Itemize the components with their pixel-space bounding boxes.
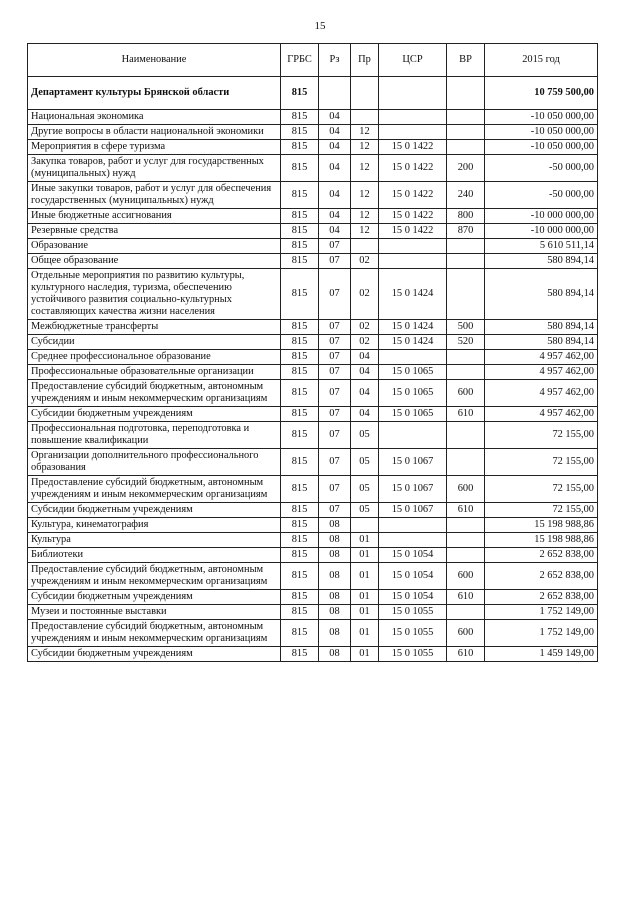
cell-amount: 4 957 462,00	[485, 350, 598, 365]
cell-rz: 07	[319, 503, 351, 518]
cell-amount: 2 652 838,00	[485, 548, 598, 563]
cell-csr: 15 0 1055	[379, 647, 447, 662]
table-row	[28, 269, 598, 320]
cell-grbs: 815	[281, 239, 319, 254]
header-vr: ВР	[447, 44, 485, 77]
cell-name: Предоставление субсидий бюджетным, автономным учреждениям и иным некоммерческим организациям	[28, 620, 281, 647]
cell-grbs: 815	[281, 605, 319, 620]
cell-pr	[351, 518, 379, 533]
cell-rz: 08	[319, 533, 351, 548]
cell-amount: 5 610 511,14	[485, 239, 598, 254]
cell-csr: 15 0 1424	[379, 320, 447, 335]
cell-name: Субсидии бюджетным учреждениям	[28, 407, 281, 422]
cell-name: Культура, кинематография	[28, 518, 281, 533]
cell-amount: 72 155,00	[485, 503, 598, 518]
cell-vr: 610	[447, 407, 485, 422]
cell-csr	[379, 110, 447, 125]
cell-csr: 15 0 1422	[379, 224, 447, 239]
table-row	[28, 110, 598, 125]
table-body	[28, 77, 598, 662]
cell-vr	[447, 422, 485, 449]
cell-grbs: 815	[281, 110, 319, 125]
table-row	[28, 590, 598, 605]
cell-csr: 15 0 1054	[379, 563, 447, 590]
cell-csr: 15 0 1424	[379, 269, 447, 320]
cell-pr	[351, 239, 379, 254]
cell-csr: 15 0 1422	[379, 140, 447, 155]
cell-csr: 15 0 1054	[379, 548, 447, 563]
cell-name: Иные бюджетные ассигнования	[28, 209, 281, 224]
budget-table	[27, 43, 598, 662]
cell-amount: -10 050 000,00	[485, 110, 598, 125]
table-row	[28, 518, 598, 533]
cell-rz: 04	[319, 110, 351, 125]
table-row	[28, 533, 598, 548]
cell-pr: 01	[351, 548, 379, 563]
cell-name: Закупка товаров, работ и услуг для государственных (муниципальных) нужд	[28, 155, 281, 182]
cell-vr	[447, 269, 485, 320]
header-rz: Рз	[319, 44, 351, 77]
cell-amount: -10 000 000,00	[485, 224, 598, 239]
cell-amount: 580 894,14	[485, 269, 598, 320]
cell-grbs: 815	[281, 155, 319, 182]
table-row	[28, 620, 598, 647]
cell-name: Национальная экономика	[28, 110, 281, 125]
header-grbs: ГРБС	[281, 44, 319, 77]
cell-pr: 05	[351, 476, 379, 503]
cell-pr: 05	[351, 422, 379, 449]
cell-vr: 800	[447, 209, 485, 224]
cell-name: Департамент культуры Брянской области	[28, 77, 281, 110]
cell-vr: 610	[447, 647, 485, 662]
cell-grbs: 815	[281, 254, 319, 269]
cell-vr	[447, 140, 485, 155]
cell-amount: -10 050 000,00	[485, 125, 598, 140]
cell-csr: 15 0 1054	[379, 590, 447, 605]
cell-grbs: 815	[281, 125, 319, 140]
cell-rz: 07	[319, 350, 351, 365]
cell-vr: 520	[447, 335, 485, 350]
cell-csr: 15 0 1055	[379, 605, 447, 620]
cell-vr	[447, 254, 485, 269]
cell-pr: 05	[351, 503, 379, 518]
cell-amount: 2 652 838,00	[485, 563, 598, 590]
cell-vr	[447, 365, 485, 380]
cell-vr	[447, 605, 485, 620]
table-header-row	[28, 44, 598, 77]
cell-vr	[447, 518, 485, 533]
table-row	[28, 182, 598, 209]
cell-vr	[447, 125, 485, 140]
cell-grbs: 815	[281, 647, 319, 662]
cell-grbs: 815	[281, 335, 319, 350]
table-row	[28, 476, 598, 503]
cell-grbs: 815	[281, 620, 319, 647]
table-row	[28, 125, 598, 140]
cell-rz: 08	[319, 548, 351, 563]
cell-pr: 01	[351, 563, 379, 590]
cell-amount: -50 000,00	[485, 155, 598, 182]
cell-grbs: 815	[281, 533, 319, 548]
cell-rz: 08	[319, 647, 351, 662]
cell-csr	[379, 254, 447, 269]
cell-name: Резервные средства	[28, 224, 281, 239]
cell-grbs: 815	[281, 320, 319, 335]
cell-grbs: 815	[281, 224, 319, 239]
cell-rz: 04	[319, 182, 351, 209]
cell-name: Субсидии бюджетным учреждениям	[28, 647, 281, 662]
cell-pr: 02	[351, 320, 379, 335]
cell-name: Музеи и постоянные выставки	[28, 605, 281, 620]
table-row	[28, 365, 598, 380]
cell-name: Культура	[28, 533, 281, 548]
cell-csr: 15 0 1055	[379, 620, 447, 647]
cell-vr	[447, 239, 485, 254]
cell-csr: 15 0 1067	[379, 476, 447, 503]
cell-rz: 07	[319, 335, 351, 350]
cell-amount: 72 155,00	[485, 422, 598, 449]
cell-name: Мероприятия в сфере туризма	[28, 140, 281, 155]
cell-csr: 15 0 1065	[379, 365, 447, 380]
cell-name: Межбюджетные трансферты	[28, 320, 281, 335]
cell-rz: 04	[319, 155, 351, 182]
table-row	[28, 407, 598, 422]
cell-rz: 07	[319, 449, 351, 476]
table-row	[28, 563, 598, 590]
cell-name: Предоставление субсидий бюджетным, автономным учреждениям и иным некоммерческим организациям	[28, 380, 281, 407]
cell-grbs: 815	[281, 518, 319, 533]
cell-amount: 2 652 838,00	[485, 590, 598, 605]
cell-vr: 600	[447, 476, 485, 503]
cell-rz: 04	[319, 224, 351, 239]
cell-vr	[447, 77, 485, 110]
cell-vr	[447, 548, 485, 563]
cell-rz: 08	[319, 518, 351, 533]
cell-csr: 15 0 1065	[379, 380, 447, 407]
header-amount: 2015 год	[485, 44, 598, 77]
cell-grbs: 815	[281, 422, 319, 449]
table-row	[28, 254, 598, 269]
cell-amount: 72 155,00	[485, 476, 598, 503]
cell-pr: 04	[351, 407, 379, 422]
cell-name: Профессиональные образовательные организации	[28, 365, 281, 380]
cell-rz: 07	[319, 269, 351, 320]
cell-grbs: 815	[281, 380, 319, 407]
cell-pr: 04	[351, 380, 379, 407]
cell-pr: 01	[351, 620, 379, 647]
cell-grbs: 815	[281, 209, 319, 224]
cell-vr: 600	[447, 563, 485, 590]
table-row	[28, 140, 598, 155]
cell-vr	[447, 350, 485, 365]
cell-rz: 07	[319, 380, 351, 407]
cell-grbs: 815	[281, 269, 319, 320]
cell-pr: 12	[351, 140, 379, 155]
cell-grbs: 815	[281, 365, 319, 380]
cell-pr	[351, 110, 379, 125]
table-row	[28, 350, 598, 365]
cell-csr: 15 0 1065	[379, 407, 447, 422]
cell-amount: -50 000,00	[485, 182, 598, 209]
table-row	[28, 548, 598, 563]
cell-rz: 08	[319, 620, 351, 647]
cell-pr: 02	[351, 335, 379, 350]
cell-csr	[379, 239, 447, 254]
cell-name: Субсидии бюджетным учреждениям	[28, 503, 281, 518]
cell-pr: 04	[351, 350, 379, 365]
cell-name: Профессиональная подготовка, переподготовка и повышение квалификации	[28, 422, 281, 449]
cell-rz: 04	[319, 209, 351, 224]
cell-pr: 12	[351, 224, 379, 239]
cell-amount: 4 957 462,00	[485, 365, 598, 380]
cell-name: Отдельные мероприятия по развитию культуры, культурного наследия, туризма, обеспечению устойчивого развития социально-культурных составляющих качества жизни населения	[28, 269, 281, 320]
cell-vr	[447, 110, 485, 125]
cell-grbs: 815	[281, 140, 319, 155]
table-row	[28, 605, 598, 620]
cell-csr	[379, 350, 447, 365]
table-row	[28, 503, 598, 518]
cell-pr: 12	[351, 155, 379, 182]
cell-name: Субсидии бюджетным учреждениям	[28, 590, 281, 605]
cell-pr: 12	[351, 209, 379, 224]
cell-vr: 600	[447, 620, 485, 647]
cell-vr: 240	[447, 182, 485, 209]
cell-vr	[447, 449, 485, 476]
cell-name: Общее образование	[28, 254, 281, 269]
cell-csr	[379, 77, 447, 110]
cell-rz: 07	[319, 320, 351, 335]
cell-csr: 15 0 1422	[379, 209, 447, 224]
cell-name: Субсидии	[28, 335, 281, 350]
table-row	[28, 380, 598, 407]
header-name: Наименование	[28, 44, 281, 77]
cell-pr: 02	[351, 269, 379, 320]
cell-pr: 04	[351, 365, 379, 380]
cell-amount: -10 050 000,00	[485, 140, 598, 155]
cell-vr: 600	[447, 380, 485, 407]
table-row	[28, 335, 598, 350]
cell-vr: 870	[447, 224, 485, 239]
cell-pr: 01	[351, 533, 379, 548]
cell-vr	[447, 533, 485, 548]
cell-pr: 01	[351, 590, 379, 605]
cell-amount: 1 752 149,00	[485, 605, 598, 620]
table-row	[28, 422, 598, 449]
table-row	[28, 77, 598, 110]
cell-csr: 15 0 1424	[379, 335, 447, 350]
cell-amount: 580 894,14	[485, 320, 598, 335]
cell-rz: 08	[319, 590, 351, 605]
cell-pr: 01	[351, 605, 379, 620]
cell-amount: -10 000 000,00	[485, 209, 598, 224]
cell-pr	[351, 77, 379, 110]
cell-rz: 04	[319, 140, 351, 155]
cell-pr: 12	[351, 182, 379, 209]
cell-csr: 15 0 1067	[379, 449, 447, 476]
table-row	[28, 647, 598, 662]
cell-amount: 4 957 462,00	[485, 407, 598, 422]
cell-rz: 07	[319, 407, 351, 422]
table-row	[28, 320, 598, 335]
cell-csr: 15 0 1422	[379, 155, 447, 182]
cell-amount: 580 894,14	[485, 335, 598, 350]
cell-grbs: 815	[281, 77, 319, 110]
cell-name: Предоставление субсидий бюджетным, автономным учреждениям и иным некоммерческим организациям	[28, 476, 281, 503]
cell-rz	[319, 77, 351, 110]
table-row	[28, 209, 598, 224]
cell-rz: 08	[319, 605, 351, 620]
cell-rz: 08	[319, 563, 351, 590]
cell-name: Организации дополнительного профессионального образования	[28, 449, 281, 476]
header-csr: ЦСР	[379, 44, 447, 77]
cell-amount: 4 957 462,00	[485, 380, 598, 407]
page-number: 15	[314, 20, 326, 32]
cell-amount: 1 752 149,00	[485, 620, 598, 647]
cell-rz: 07	[319, 239, 351, 254]
cell-grbs: 815	[281, 449, 319, 476]
cell-vr: 610	[447, 590, 485, 605]
cell-csr	[379, 125, 447, 140]
cell-rz: 07	[319, 254, 351, 269]
table-row	[28, 224, 598, 239]
header-pr: Пр	[351, 44, 379, 77]
cell-rz: 07	[319, 365, 351, 380]
cell-amount: 1 459 149,00	[485, 647, 598, 662]
cell-grbs: 815	[281, 503, 319, 518]
cell-rz: 04	[319, 125, 351, 140]
cell-amount: 15 198 988,86	[485, 518, 598, 533]
cell-grbs: 815	[281, 548, 319, 563]
cell-grbs: 815	[281, 590, 319, 605]
cell-pr: 05	[351, 449, 379, 476]
cell-csr: 15 0 1422	[379, 182, 447, 209]
cell-grbs: 815	[281, 476, 319, 503]
cell-csr	[379, 422, 447, 449]
cell-name: Образование	[28, 239, 281, 254]
cell-amount: 580 894,14	[485, 254, 598, 269]
cell-name: Иные закупки товаров, работ и услуг для обеспечения государственных (муниципальных) нужд	[28, 182, 281, 209]
cell-name: Другие вопросы в области национальной экономики	[28, 125, 281, 140]
cell-pr: 02	[351, 254, 379, 269]
cell-grbs: 815	[281, 407, 319, 422]
cell-csr: 15 0 1067	[379, 503, 447, 518]
cell-vr: 200	[447, 155, 485, 182]
cell-grbs: 815	[281, 350, 319, 365]
cell-amount: 15 198 988,86	[485, 533, 598, 548]
cell-grbs: 815	[281, 563, 319, 590]
table-row	[28, 449, 598, 476]
cell-rz: 07	[319, 476, 351, 503]
cell-vr: 500	[447, 320, 485, 335]
cell-grbs: 815	[281, 182, 319, 209]
cell-pr: 12	[351, 125, 379, 140]
cell-name: Предоставление субсидий бюджетным, автономным учреждениям и иным некоммерческим организациям	[28, 563, 281, 590]
cell-pr: 01	[351, 647, 379, 662]
cell-name: Библиотеки	[28, 548, 281, 563]
cell-amount: 72 155,00	[485, 449, 598, 476]
table-row	[28, 239, 598, 254]
cell-rz: 07	[319, 422, 351, 449]
cell-csr	[379, 533, 447, 548]
cell-vr: 610	[447, 503, 485, 518]
table-row	[28, 155, 598, 182]
cell-name: Среднее профессиональное образование	[28, 350, 281, 365]
cell-amount: 10 759 500,00	[485, 77, 598, 110]
cell-csr	[379, 518, 447, 533]
